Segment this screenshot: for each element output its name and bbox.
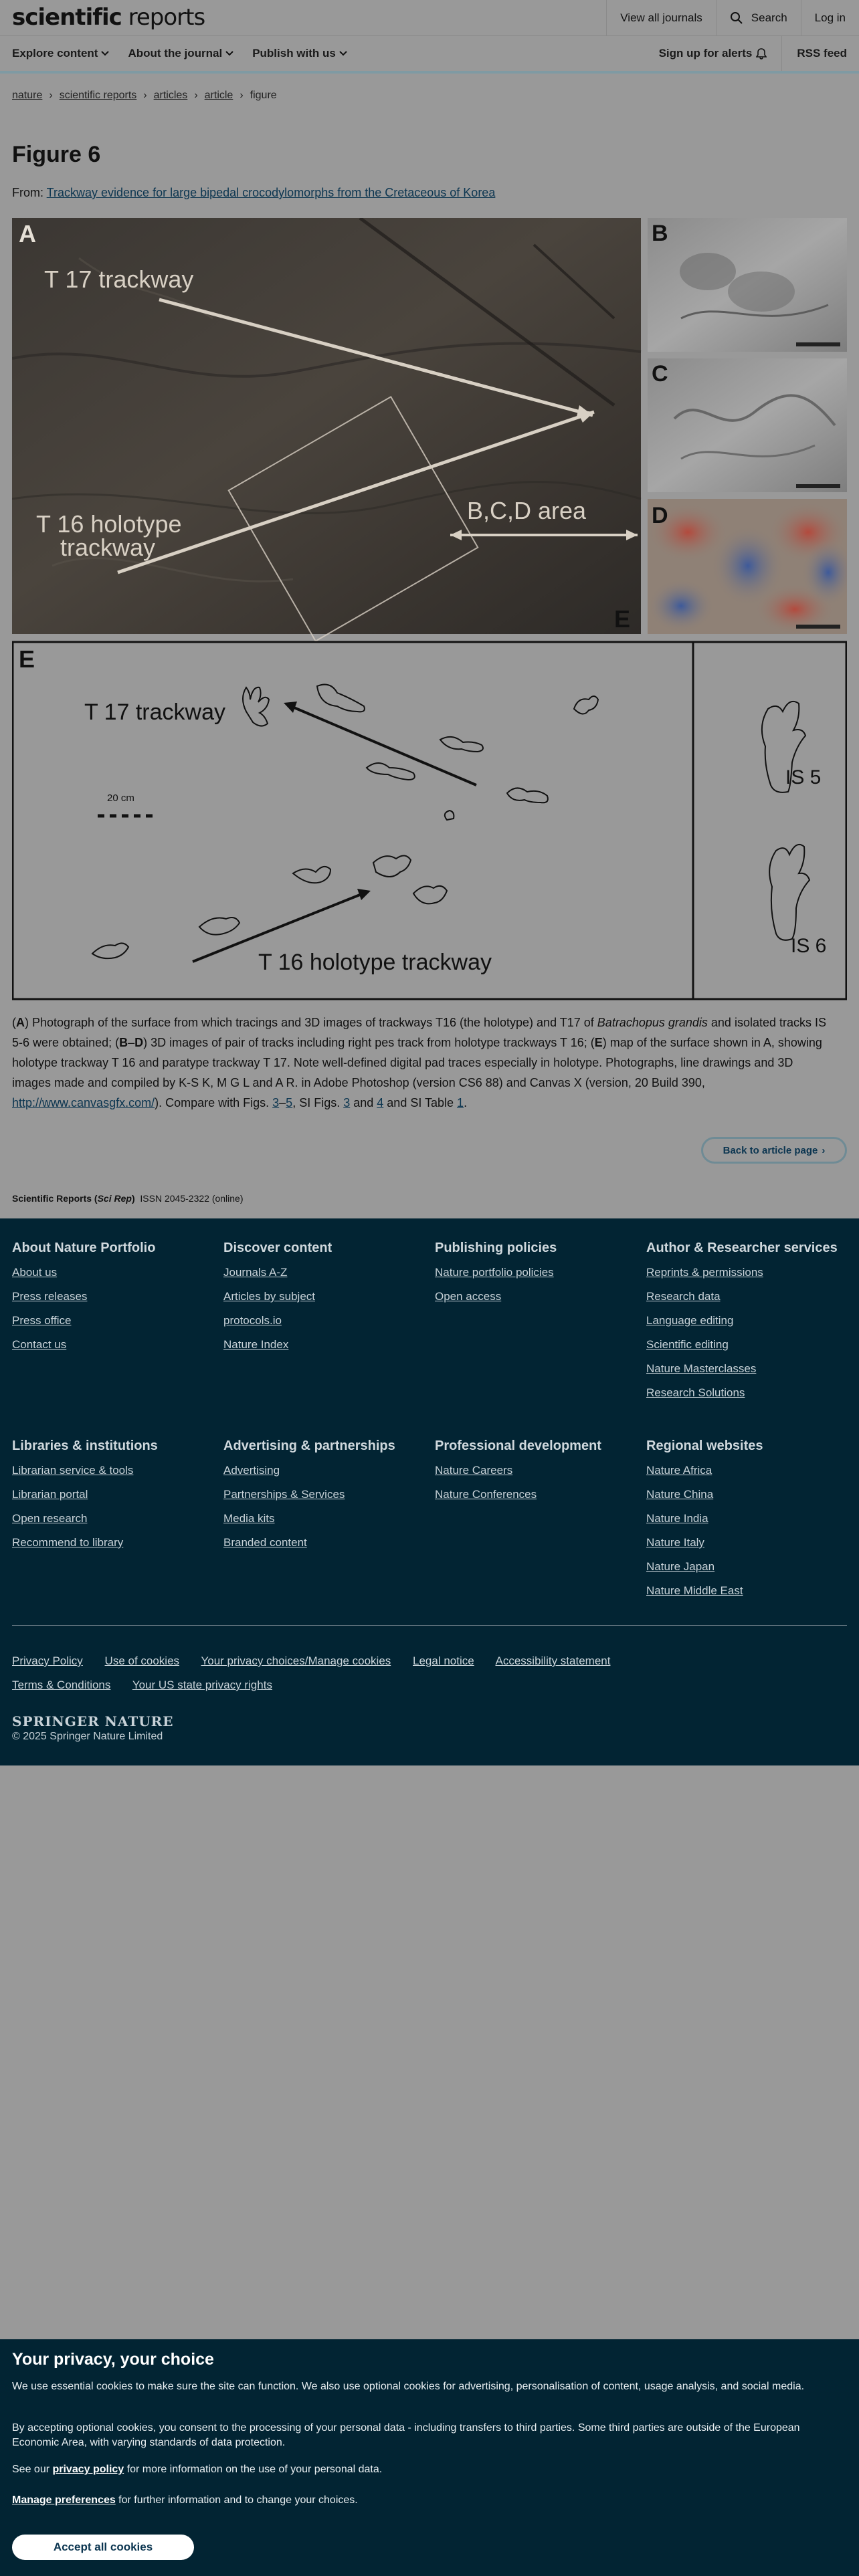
breadcrumb-scientific-reports[interactable]: scientific reports [59,90,137,101]
panel-c-label: C [652,361,668,387]
nav-divider [781,36,782,71]
footer-link[interactable]: Nature Italy [646,1536,704,1549]
panel-b-label: B [652,221,668,246]
footer-link[interactable]: Reprints & permissions [646,1266,763,1279]
footer-link[interactable]: Nature Conferences [435,1488,537,1501]
cookie-text-3 [12,2462,842,2477]
rss-feed-link[interactable]: RSS feed [797,47,847,60]
footer-link[interactable]: Nature Index [223,1338,289,1351]
top-header [0,0,859,36]
footer-heading: Author & Researcher services [646,1241,838,1255]
caption-and: and [350,1096,377,1109]
caption-dash-2: – [279,1096,286,1109]
footer-link[interactable]: Language editing [646,1314,734,1327]
search-icon [730,11,743,25]
si-table1-link[interactable]: 1 [457,1096,464,1109]
canvasgfx-link[interactable]: http://www.canvasgfx.com/ [12,1096,155,1109]
footer-link[interactable]: Librarian portal [12,1488,88,1501]
footer-link[interactable]: Partnerships & Services [223,1488,345,1501]
sign-up-alerts-link[interactable] [659,47,767,60]
privacy-policy-link[interactable]: Privacy Policy [12,1654,83,1667]
footer-col-about [12,1240,213,1362]
panel-e-label: E [19,645,35,673]
footer-link[interactable]: Recommend to library [12,1536,124,1549]
caption-label-d: D [134,1036,144,1049]
footer-link[interactable]: Open access [435,1290,502,1303]
login-link[interactable]: Log in [801,0,859,36]
copyright: © 2025 Springer Nature Limited [12,1731,163,1742]
chevron-right-icon: › [822,1144,826,1156]
legal-notice-link[interactable]: Legal notice [413,1654,474,1667]
caption-text-4: ) map of the surface shown in A, showing holotype trackway T 16 and paratype trackway T 17. Note well-defined digital pad traces especially in holotype. Photographs, line drawings and 3D images made and compiled by K-S K, M G L and A R. in Adobe Photoshop (version CS6 88) and Canvas X (version, 20 Build 390, [12,1036,822,1089]
page-title: Figure 6 [12,142,101,167]
footer-link[interactable]: Contact us [12,1338,67,1351]
back-to-article-button[interactable] [701,1137,847,1164]
si-fig3-link[interactable]: 3 [343,1096,351,1109]
footer-link[interactable]: Advertising [223,1464,280,1477]
accessibility-link[interactable]: Accessibility statement [495,1654,611,1667]
panel-d-label: D [652,503,668,528]
bell-icon [756,47,767,60]
figure-caption: (A) Photograph of the surface from which tracings and 3D images of trackways T16 (the holotype) and T17 of Batrachopus grandis and isolated tracks IS 5-6 were obtained; (B–D) 3D images of pair of tracks including right pes track from holotype trackways T 16; (E) map of the surface shown in A, showing holotype trackway T 16 and paratype trackway T 17. Note well-defined digital pad traces especially in holotype. Photographs, line drawings and 3D images made and compiled by K-S K, M G L and A R. in Adobe Photoshop (version CS6 88) and Canvas X (version, 20 Build 390, http://www.canvasgfx.com/). Compare with Figs. 3–5, SI Figs. 3 and 4 and SI Table 1. [12,1016,826,1109]
from-label: From: [12,186,47,199]
site-footer [0,1218,859,1765]
panel-e-map [13,642,846,999]
footer-link[interactable]: Research Solutions [646,1386,745,1399]
springer-nature-logo[interactable]: SPRINGER NATURE [12,1713,174,1729]
breadcrumb-articles[interactable]: articles [153,90,188,101]
chevron-right-icon: › [49,90,53,101]
accept-all-cookies-button[interactable]: Accept all cookies [12,2535,194,2560]
footer-col-advertising [223,1438,397,1560]
logo-bold-text: scientific [12,4,122,31]
cookie-text-2: By accepting optional cookies, you consent to the processing of your personal data - including transfers to third parties. Some third parties are outside of the European Economic Area, with varying standards of data protection. [12,2422,800,2448]
footer-col-policies [435,1240,636,1313]
footer-col-regional [646,1438,847,1608]
caption-label-e: E [594,1036,603,1049]
footer-divider [12,1625,847,1626]
terms-link[interactable]: Terms & Conditions [12,1679,111,1691]
footer-link[interactable]: Journals A-Z [223,1266,288,1279]
t16-photo-label-line2: trackway [60,534,156,561]
cookie-banner [0,2339,859,2576]
panel-a-label: A [19,220,36,247]
issn-abbr: Sci Rep [97,1193,132,1204]
from-line [12,186,495,200]
footer-link[interactable]: Open research [12,1512,88,1525]
breadcrumb-article[interactable]: article [204,90,233,101]
issn-number: ISSN 2045-2322 (online) [140,1193,244,1204]
footer-link[interactable]: Articles by subject [223,1290,315,1303]
si-fig4-link[interactable]: 4 [377,1096,384,1109]
article-link[interactable]: Trackway evidence for large bipedal crocodylomorphs from the Cretaceous of Korea [46,186,496,199]
panel-b-3d [648,218,847,352]
footer-link[interactable]: Media kits [223,1512,275,1525]
issn-journal: Scientific Reports [12,1193,92,1204]
t17-map-label: T 17 trackway [84,700,226,725]
scale-label: 20 cm [107,792,134,804]
caption-text-6: , SI Figs. [292,1096,344,1109]
cookie-text-4 [12,2493,842,2508]
footer-link[interactable]: protocols.io [223,1314,282,1327]
use-of-cookies-link[interactable]: Use of cookies [104,1654,180,1667]
footer-heading: Regional websites [646,1438,763,1453]
footer-link[interactable]: Nature Careers [435,1464,513,1477]
explore-label: Explore content [12,47,98,60]
chevron-right-icon: › [143,90,147,101]
cookie-text-4b: for further information and to change your choices. [115,2494,358,2506]
main-nav [0,36,859,74]
chevron-down-icon [339,51,347,56]
bcd-area-label: B,C,D area [467,497,587,524]
about-label: About the journal [128,47,223,60]
caption-text-2: and isolated tracks IS 5-6 were obtained; ( [12,1016,826,1049]
cookie-text-3b: for more information on the use of your personal data. [124,2464,383,2475]
publish-label: Publish with us [252,47,336,60]
footer-link[interactable]: Nature India [646,1512,708,1525]
footer-heading: Libraries & institutions [12,1438,158,1453]
footer-heading: Discover content [223,1241,332,1255]
footer-link[interactable]: Nature Masterclasses [646,1362,757,1375]
about-journal-menu[interactable] [128,47,233,60]
t17-photo-label: T 17 trackway [44,265,194,293]
cookie-text-3a: See our [12,2464,53,2475]
explore-content-menu[interactable] [12,47,109,60]
us-privacy-rights-link[interactable]: Your US state privacy rights [132,1679,272,1691]
figure-image [12,218,847,1000]
privacy-policy-link[interactable]: privacy policy [52,2464,124,2475]
footer-heading: Publishing policies [435,1241,557,1255]
footer-link[interactable]: Research data [646,1290,721,1303]
chevron-right-icon: › [240,90,244,101]
photo-e-label: E [614,605,631,633]
cookie-title: Your privacy, your choice [12,2350,214,2369]
footer-link[interactable]: Press releases [12,1290,88,1303]
fig5-link[interactable]: 5 [286,1096,293,1109]
back-button-label: Back to article page [723,1144,818,1156]
chevron-right-icon: › [194,90,198,101]
search-label: Search [751,11,787,24]
footer-link[interactable]: Nature Africa [646,1464,712,1477]
footer-link[interactable]: Nature Japan [646,1560,715,1573]
footer-heading: Advertising & partnerships [223,1438,395,1453]
is6-label: IS 6 [791,935,827,957]
footer-col-services [646,1240,847,1410]
privacy-choices-link[interactable]: Your privacy choices/Manage cookies [201,1654,391,1667]
alerts-label: Sign up for alerts [658,47,753,60]
caption-text-7: and SI Table [383,1096,458,1109]
caption-dash: – [128,1036,135,1049]
footer-link[interactable]: About us [12,1266,58,1279]
footer-link[interactable]: Nature China [646,1488,714,1501]
footer-link[interactable]: Press office [12,1314,72,1327]
fig3-link[interactable]: 3 [272,1096,280,1109]
breadcrumb-current: figure [250,90,277,101]
search-button[interactable] [716,0,801,36]
issn-line: Scientific Reports (Sci Rep) ISSN 2045-2322 (online) [12,1193,244,1204]
manage-preferences-link[interactable]: Manage preferences [12,2494,116,2506]
footer-heading: About Nature Portfolio [12,1241,156,1255]
footer-link[interactable]: Nature Middle East [646,1584,743,1597]
footer-heading: Professional development [435,1438,601,1453]
footer-link[interactable]: Branded content [223,1536,307,1549]
t16-photo-label-line1: T 16 holotype [36,510,182,538]
breadcrumb-nature[interactable]: nature [12,90,43,101]
caption-label-a: A [16,1016,25,1029]
caption-text-5: ). Compare with Figs. [155,1096,273,1109]
footer-link[interactable]: Nature portfolio policies [435,1266,554,1279]
caption-label-b: B [119,1036,128,1049]
chevron-down-icon [101,51,109,56]
footer-col-libraries [12,1438,213,1560]
chevron-down-icon [225,51,233,56]
caption-text-8: . [464,1096,468,1109]
publish-menu[interactable] [252,47,347,60]
footer-link[interactable]: Librarian service & tools [12,1464,134,1477]
is5-label: IS 5 [785,766,822,788]
view-all-journals-link[interactable]: View all journals [606,0,716,36]
cookie-text-1: We use essential cookies to make sure the site can function. We also use optional cookies for advertising, personalisation of content, usage analysis, and social media. [12,2381,805,2392]
footer-col-discover [223,1240,424,1362]
panel-d-heatmap [648,499,847,635]
caption-text-3: ) 3D images of pair of tracks including right pes track from holotype trackways T 16; ( [143,1036,595,1049]
breadcrumb [12,90,277,102]
panel-c-3d [648,358,847,492]
footer-col-professional [435,1438,636,1511]
caption-species: Batrachopus grandis [597,1016,708,1029]
footer-link[interactable]: Scientific editing [646,1338,729,1351]
t16-map-label: T 16 holotype trackway [258,950,492,975]
logo-rest-text: reports [121,4,205,31]
journal-logo[interactable] [12,4,205,31]
caption-text-1: ) Photograph of the surface from which tracings and 3D images of trackways T16 (the holotype) and T17 of [25,1016,597,1029]
legal-links [12,1649,847,1697]
